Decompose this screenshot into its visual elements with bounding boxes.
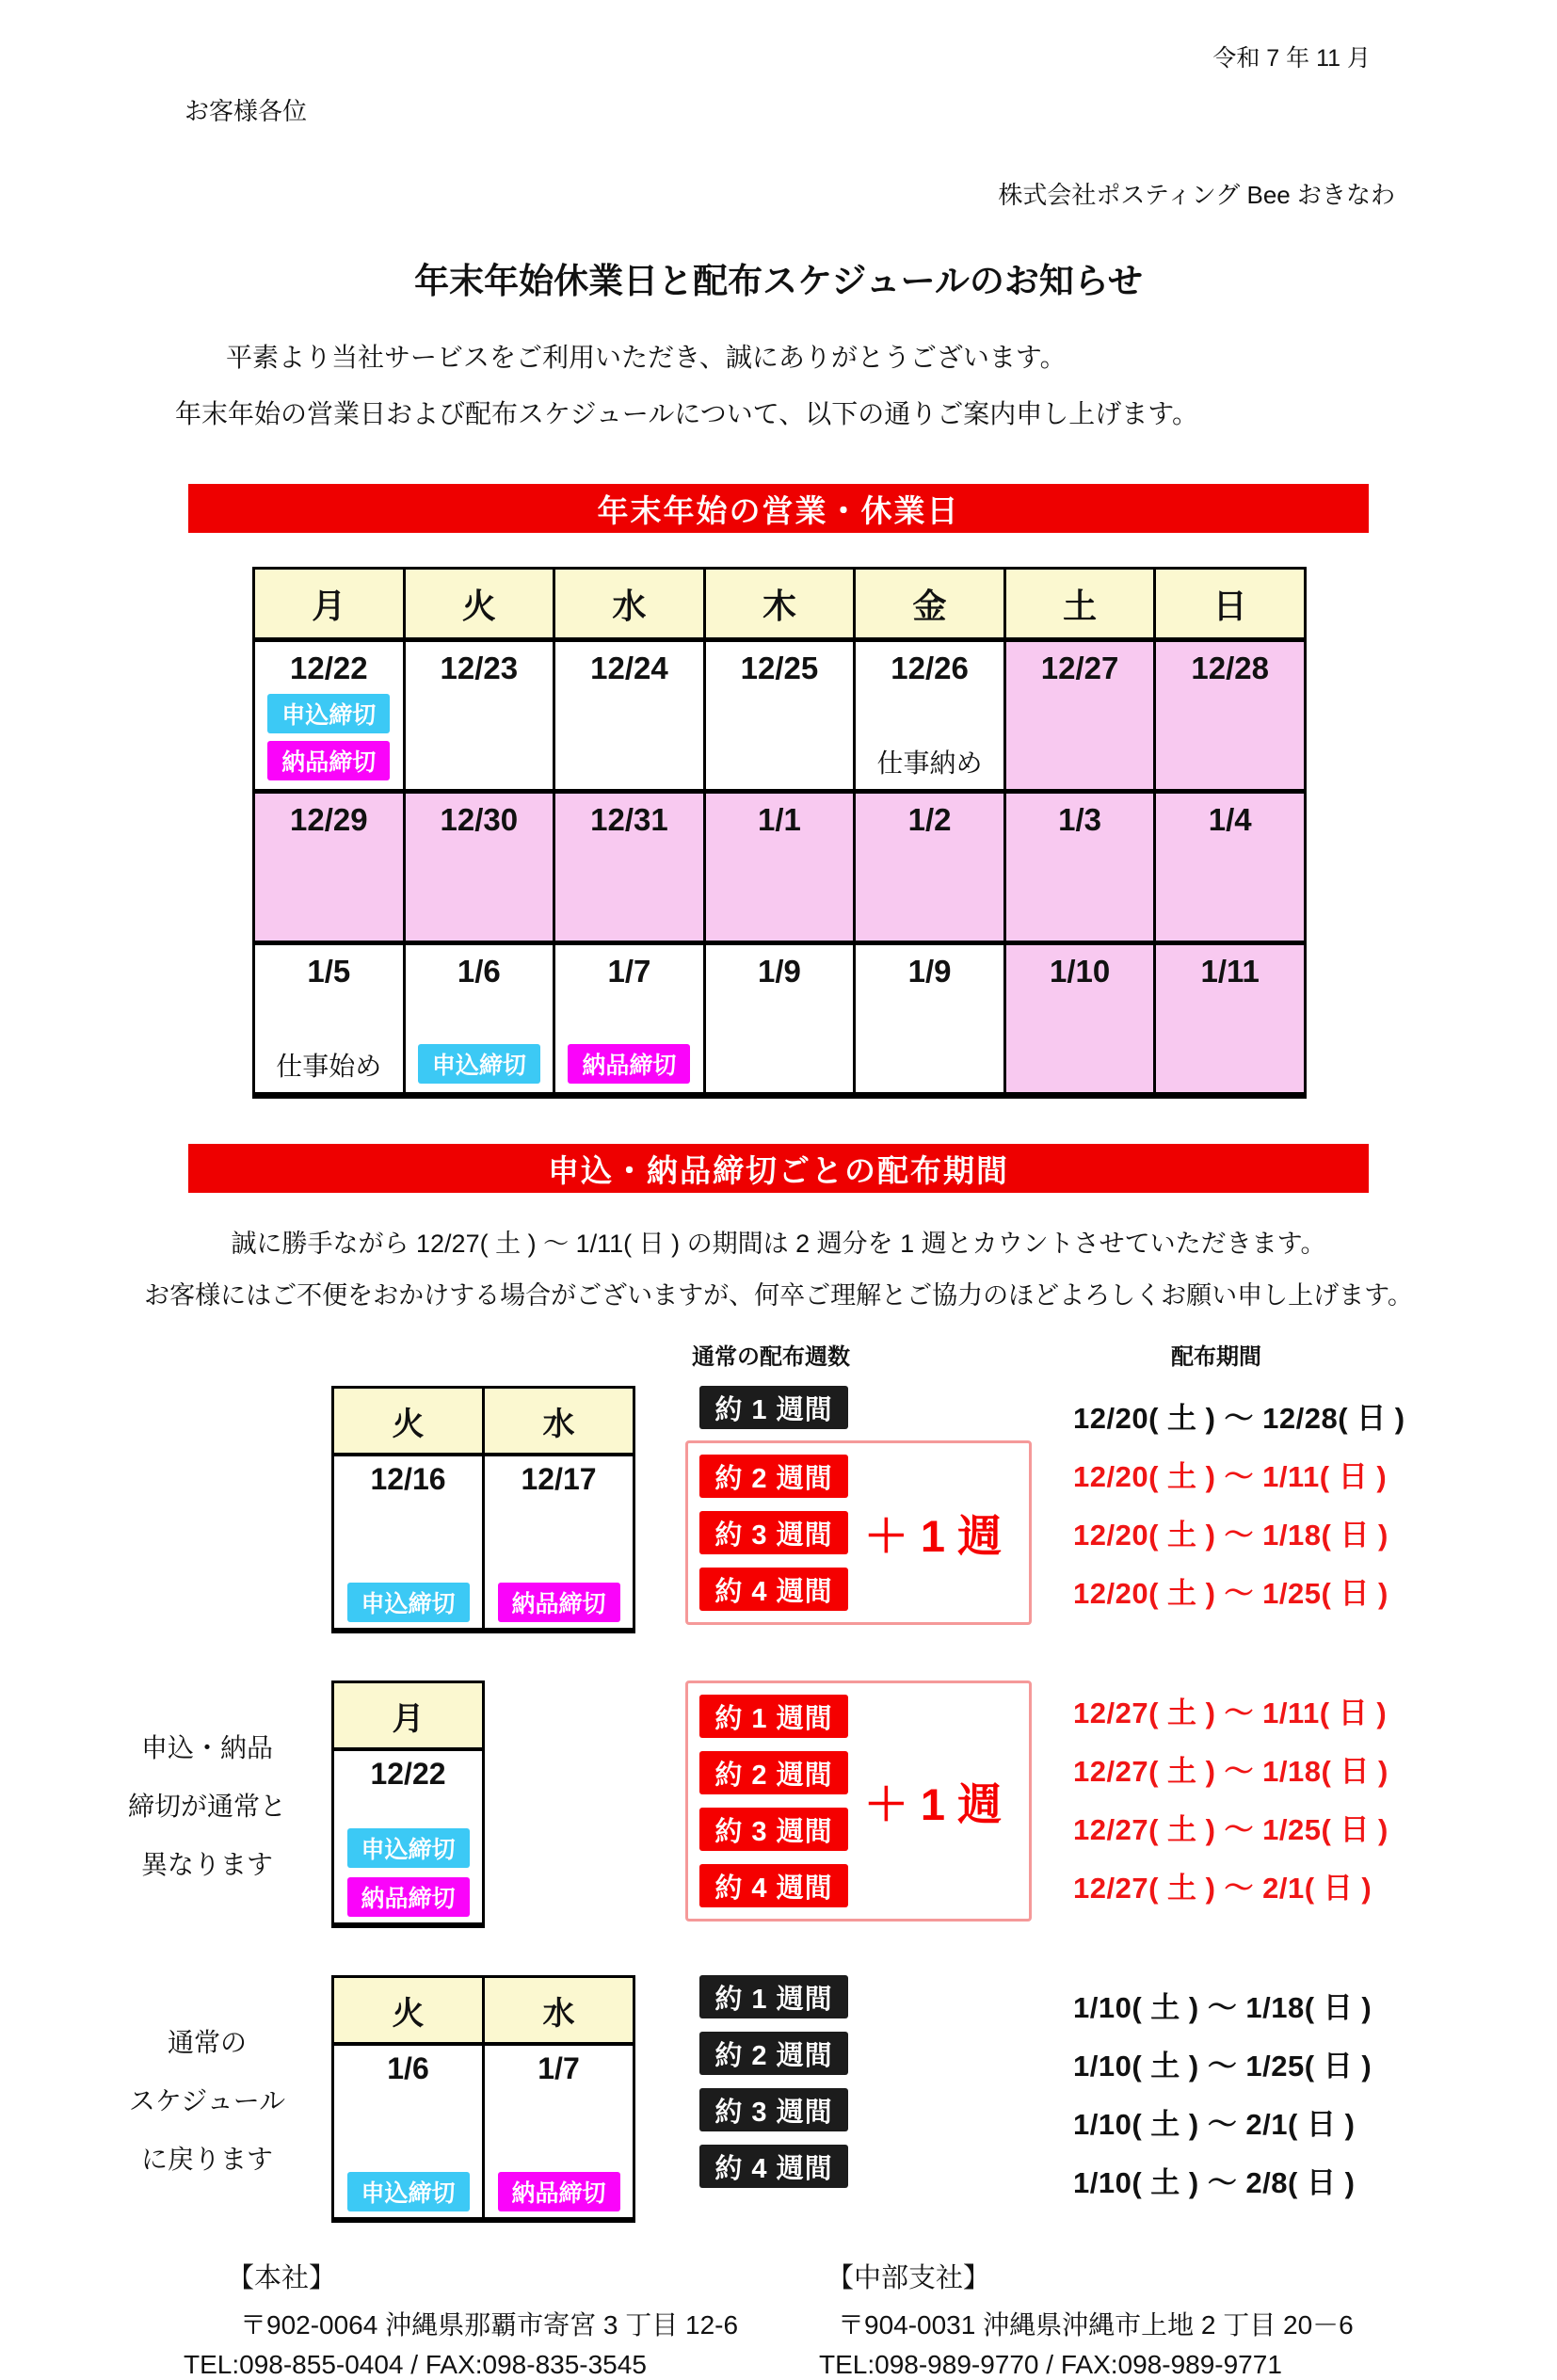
plus-one-week-label: ＋ 1 週 xyxy=(863,1510,1003,1561)
mini-badges xyxy=(498,1583,620,1622)
calendar-cell-body xyxy=(857,838,1003,940)
block-label xyxy=(94,1386,320,1633)
weeks-column xyxy=(640,1680,1045,1928)
block-label-line: 申込・納品 xyxy=(140,1732,273,1762)
note-line-2: お客様にはご不便をおかけする場合がございますが、何卒ご理解とご協力のほどよろしくお願い申し上げます。 xyxy=(144,1281,1413,1310)
mini-cell-body xyxy=(334,1751,482,1922)
mini-cell xyxy=(333,2044,484,2220)
calendar-day-header: 土 xyxy=(1004,569,1155,640)
intro-line-1: 平素より当社サービスをご利用いただき、誠にありがとうございます。 xyxy=(226,343,1067,372)
calendar-cell-body xyxy=(407,989,553,1091)
branch-office-tel: TEL:098-989-9770 / FAX:098-989-9771 xyxy=(819,2350,1282,2379)
mini-day-header: 月 xyxy=(333,1682,484,1750)
deadline-badge: 申込締切 xyxy=(347,1583,470,1622)
calendar-date: 1/9 xyxy=(758,954,801,989)
calendar-cell xyxy=(554,792,705,943)
calendar-day-header: 火 xyxy=(404,569,554,640)
calendar-cell xyxy=(1004,792,1155,943)
calendar-date: 1/4 xyxy=(1208,802,1252,837)
calendar-cell xyxy=(254,792,405,943)
mini-cell-body xyxy=(485,2046,633,2217)
mini-cell xyxy=(333,1455,484,1631)
calendar-cell xyxy=(1155,792,1306,943)
calendar-date: 12/31 xyxy=(590,802,668,837)
calendar-cell-body xyxy=(407,686,553,788)
plus-one-week-box xyxy=(685,1680,1032,1922)
week-badge: 約 4 週間 xyxy=(699,1864,848,1907)
calendar-day-header: 日 xyxy=(1155,569,1306,640)
calendar-date: 1/10 xyxy=(1049,954,1111,989)
block-table-wrap xyxy=(320,1386,640,1633)
calendar-cell-body xyxy=(556,989,702,1091)
calendar-cell-body xyxy=(256,686,402,788)
branch-office-address: 〒904-0031 沖縄県沖縄市上地 2 丁目 20－6 xyxy=(838,2310,1354,2340)
calendar-cell xyxy=(254,943,405,1096)
deadline-badge: 納品締切 xyxy=(498,2172,620,2211)
mini-cell xyxy=(333,1749,484,1925)
mini-cell-body xyxy=(485,1456,633,1628)
calendar-date: 12/25 xyxy=(740,651,819,685)
calendar-day-header: 金 xyxy=(855,569,1005,640)
week-badge: 約 4 週間 xyxy=(699,2145,848,2188)
period-range: 1/10( 土 ) ～ 1/25( 日 ) xyxy=(1073,2049,1372,2082)
column-headers xyxy=(94,1338,1557,1371)
calendar-cell xyxy=(704,640,855,792)
calendar-cell-body xyxy=(857,989,1003,1091)
mini-cell xyxy=(484,2044,634,2220)
banner-distribution-periods-text: 申込・納品締切ごとの配布期間 xyxy=(548,1152,1009,1188)
mini-date: 12/22 xyxy=(370,1757,446,1791)
deadline-badge: 申込締切 xyxy=(347,2172,470,2211)
calendar-date: 1/6 xyxy=(457,954,501,989)
calendar-date: 1/11 xyxy=(1200,954,1260,989)
block-table-wrap xyxy=(320,1975,640,2223)
mini-body-row xyxy=(333,1749,484,1925)
plus-one-week-box xyxy=(685,1440,1032,1625)
banner-business-days xyxy=(188,484,1369,533)
calendar-table xyxy=(252,567,1307,1099)
calendar-cell xyxy=(404,640,554,792)
salutation: お客様各位 xyxy=(185,97,308,125)
period-range: 12/20( 土 ) ～ 1/18( 日 ) xyxy=(1073,1518,1388,1552)
calendar-cell-body xyxy=(1007,989,1153,1091)
deadline-badge: 申込締切 xyxy=(418,1044,540,1084)
mini-day-header: 水 xyxy=(484,1977,634,2045)
deadline-badge: 納品締切 xyxy=(347,1877,470,1917)
calendar-date: 12/23 xyxy=(440,651,519,685)
deadline-badge: 納品締切 xyxy=(267,741,390,780)
calendar-date: 1/5 xyxy=(307,954,351,989)
deadline-badge: 申込締切 xyxy=(347,1828,470,1868)
calendar-cell-body xyxy=(556,838,702,940)
calendar-cell xyxy=(1004,943,1155,1096)
period-range: 12/27( 土 ) ～ 1/18( 日 ) xyxy=(1073,1754,1388,1788)
block-label-line: スケジュール xyxy=(128,2085,286,2115)
weeks-column xyxy=(640,1975,1045,2223)
calendar-date: 1/9 xyxy=(907,954,952,989)
period-range: 1/10( 土 ) ～ 2/8( 日 ) xyxy=(1073,2165,1356,2199)
calendar-cell xyxy=(1155,640,1306,792)
mini-badges xyxy=(498,2172,620,2211)
week-badge: 約 3 週間 xyxy=(699,2088,848,2131)
mini-header-row xyxy=(333,1682,484,1750)
week-badge: 約 1 週間 xyxy=(699,1386,848,1429)
mini-cell-body xyxy=(334,1456,482,1628)
banner-business-days-text: 年末年始の営業・休業日 xyxy=(597,492,960,528)
calendar-note: 仕事始め xyxy=(276,1052,382,1081)
block-label-line: 締切が通常と xyxy=(127,1791,286,1821)
calendar-cell-body xyxy=(707,989,853,1091)
mini-date: 1/6 xyxy=(387,2051,429,2085)
calendar-cell-body xyxy=(1007,686,1153,788)
mini-body-row xyxy=(333,1455,634,1631)
calendar-cell-body xyxy=(857,686,1003,788)
calendar-day-header: 水 xyxy=(554,569,705,640)
company-name: 株式会社ポスティング Bee おきなわ xyxy=(998,181,1395,209)
week-badge: 約 2 週間 xyxy=(699,2032,848,2075)
calendar-cell-body xyxy=(1157,686,1303,788)
period-range: 12/27( 土 ) ～ 2/1( 日 ) xyxy=(1073,1871,1372,1905)
mini-badges xyxy=(347,1828,470,1917)
block-label-line: 異なります xyxy=(140,1849,273,1879)
deadline-badge: 納品締切 xyxy=(568,1044,690,1084)
head-office-tel: TEL:098-855-0404 / FAX:098-835-3545 xyxy=(184,2350,647,2379)
calendar-cell xyxy=(855,792,1005,943)
week-badge: 約 3 週間 xyxy=(699,1511,848,1554)
mini-cell-body xyxy=(334,2046,482,2217)
calendar-cell xyxy=(1004,640,1155,792)
plus-one-week-label: ＋ 1 週 xyxy=(863,1778,1003,1829)
schedule-blocks xyxy=(94,1386,1557,2223)
period-range: 12/27( 土 ) ～ 1/11( 日 ) xyxy=(1073,1696,1388,1729)
calendar-cell xyxy=(404,792,554,943)
block-table-wrap xyxy=(320,1680,640,1928)
schedule-block xyxy=(94,1680,1557,1928)
calendar-cell-body xyxy=(556,686,702,788)
calendar-cell-body xyxy=(707,686,853,788)
calendar-day-header: 木 xyxy=(704,569,855,640)
calendar-date: 12/22 xyxy=(289,651,368,685)
schedule-block xyxy=(94,1386,1557,1633)
calendar-date: 1/3 xyxy=(1058,802,1102,837)
schedule-block xyxy=(94,1975,1557,2223)
week-badge: 約 1 週間 xyxy=(699,1975,848,2018)
mini-header-row xyxy=(333,1977,634,2045)
mini-date: 1/7 xyxy=(538,2051,580,2085)
calendar-date: 12/26 xyxy=(891,651,969,685)
calendar-date: 12/29 xyxy=(289,802,368,837)
block-label xyxy=(94,1975,320,2223)
mini-date: 12/17 xyxy=(521,1462,597,1496)
block-label-line: に戻ります xyxy=(140,2144,273,2174)
calendar-row xyxy=(254,792,1306,943)
weeks-column xyxy=(640,1386,1045,1633)
week-badge-stack xyxy=(699,1695,848,1907)
calendar-cell xyxy=(554,640,705,792)
calendar-date: 12/28 xyxy=(1191,651,1269,685)
calendar-cell-body xyxy=(407,838,553,940)
period-range: 12/20( 土 ) ～ 1/25( 日 ) xyxy=(1073,1576,1388,1610)
column-header-period: 配布期間 xyxy=(1171,1344,1261,1370)
note-line-1: 誠に勝手ながら 12/27( 土 ) ～ 1/11( 日 ) の期間は 2 週分を 1 週とカウントさせていただきます。 xyxy=(231,1230,1326,1258)
calendar-date: 12/27 xyxy=(1040,651,1119,685)
calendar-cell xyxy=(254,640,405,792)
calendar-cell xyxy=(704,943,855,1096)
week-badge: 約 3 週間 xyxy=(699,1808,848,1851)
calendar-cell-body xyxy=(707,838,853,940)
mini-table xyxy=(331,1975,635,2223)
calendar-date: 1/1 xyxy=(758,802,801,837)
calendar-row xyxy=(254,640,1306,792)
calendar-cell xyxy=(554,943,705,1096)
calendar-cell-body xyxy=(1157,989,1303,1091)
head-office-address: 〒902-0064 沖縄県那覇市寄宮 3 丁目 12-6 xyxy=(240,2310,739,2340)
calendar-header-row xyxy=(254,569,1306,640)
calendar-cell-body xyxy=(256,989,402,1091)
mini-table xyxy=(331,1680,485,1928)
period-range: 1/10( 土 ) ～ 1/18( 日 ) xyxy=(1073,1990,1372,2024)
period-range: 1/10( 土 ) ～ 2/1( 日 ) xyxy=(1073,2107,1356,2141)
week-badge: 約 4 週間 xyxy=(699,1568,848,1611)
periods-column xyxy=(1045,1680,1463,1928)
calendar-note: 仕事納め xyxy=(876,748,983,778)
page-title: 年末年始休業日と配布スケジュールのお知らせ xyxy=(414,262,1143,300)
calendar-cell-body xyxy=(1157,838,1303,940)
mini-cell xyxy=(484,1455,634,1631)
block-label xyxy=(94,1680,320,1928)
deadline-badge: 申込締切 xyxy=(267,694,390,733)
column-header-weeks: 通常の配布週数 xyxy=(692,1344,850,1370)
week-badge: 約 1 週間 xyxy=(699,1695,848,1738)
calendar-date: 1/2 xyxy=(907,802,952,837)
period-range: 12/20( 土 ) ～ 12/28( 日 ) xyxy=(1073,1401,1405,1435)
calendar-cell xyxy=(855,943,1005,1096)
mini-header-row xyxy=(333,1388,634,1455)
branch-office-label: 【中部支社】 xyxy=(827,2263,991,2293)
calendar-day-header: 月 xyxy=(254,569,405,640)
calendar-cell-body xyxy=(256,838,402,940)
periods-column xyxy=(1045,1386,1463,1633)
calendar-cell xyxy=(1155,943,1306,1096)
footer xyxy=(184,2257,1557,2380)
period-range: 12/27( 土 ) ～ 1/25( 日 ) xyxy=(1073,1812,1388,1846)
mini-day-header: 火 xyxy=(333,1388,484,1455)
document-date: 令和 7 年 11 月 xyxy=(1212,45,1371,72)
mini-date: 12/16 xyxy=(370,1462,446,1496)
calendar-date: 1/7 xyxy=(607,954,651,989)
head-office xyxy=(184,2257,819,2380)
deadline-badge: 納品締切 xyxy=(498,1583,620,1622)
mini-day-header: 火 xyxy=(333,1977,484,2045)
mini-badges xyxy=(347,2172,470,2211)
calendar-cell-body xyxy=(1007,838,1153,940)
week-badge: 約 2 週間 xyxy=(699,1751,848,1794)
periods-column xyxy=(1045,1975,1463,2223)
calendar-cell xyxy=(404,943,554,1096)
calendar-cell xyxy=(855,640,1005,792)
block-label-line: 通常の xyxy=(167,2027,247,2057)
mini-day-header: 水 xyxy=(484,1388,634,1455)
calendar-cell xyxy=(704,792,855,943)
mini-badges xyxy=(347,1583,470,1622)
banner-distribution-periods xyxy=(188,1144,1369,1193)
head-office-label: 【本社】 xyxy=(227,2263,337,2293)
intro-line-2: 年末年始の営業日および配布スケジュールについて、以下の通りご案内申し上げます。 xyxy=(175,399,1198,428)
week-badge: 約 2 週間 xyxy=(699,1455,848,1498)
mini-body-row xyxy=(333,2044,634,2220)
period-range: 12/20( 土 ) ～ 1/11( 日 ) xyxy=(1073,1459,1388,1493)
calendar-row xyxy=(254,943,1306,1096)
mini-table xyxy=(331,1386,635,1633)
week-badge-stack xyxy=(699,1455,848,1611)
branch-office xyxy=(819,2257,1454,2380)
calendar-date: 12/30 xyxy=(440,802,519,837)
calendar-date: 12/24 xyxy=(590,651,668,685)
